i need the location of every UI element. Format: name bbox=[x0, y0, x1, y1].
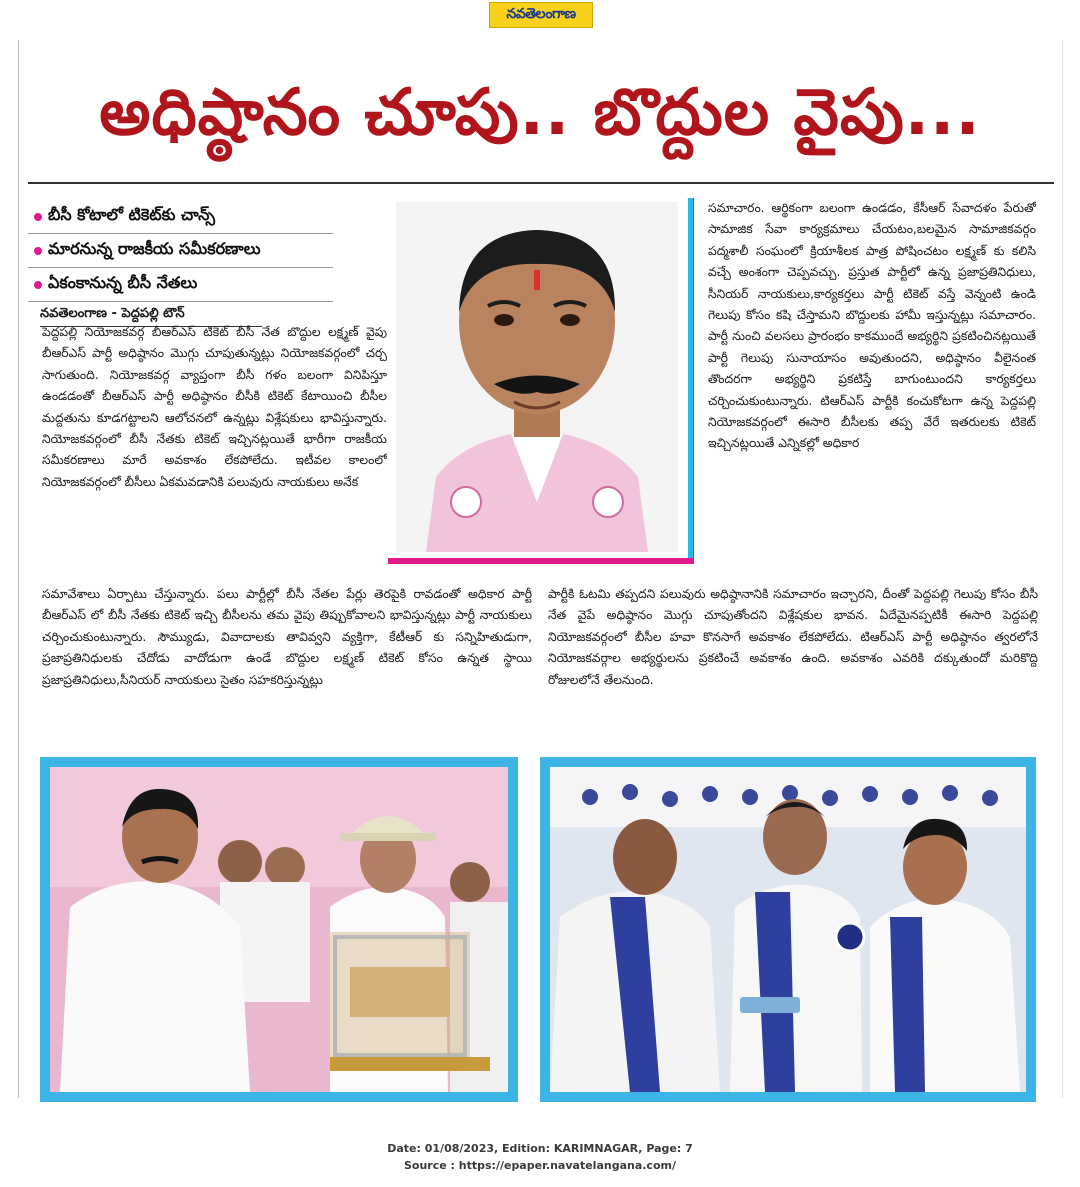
photo-award-illustration bbox=[50, 767, 508, 1092]
portrait-accent-bar bbox=[688, 198, 693, 558]
highlight-text: బీసీ కోటాలో టికెట్‌కు చాన్స్ bbox=[48, 205, 216, 224]
photo-right-frame bbox=[540, 757, 1036, 1102]
highlights-list bbox=[28, 200, 333, 302]
bullet-icon bbox=[34, 281, 42, 289]
bullet-icon bbox=[34, 247, 42, 255]
headline-divider bbox=[28, 182, 1054, 184]
source-url-line: Source : https://epaper.navatelangana.com/ bbox=[404, 1159, 676, 1172]
masthead-name: నవతెలంగాణ bbox=[506, 5, 576, 22]
highlight-text: ఏకంకానున్న బీసీ నేతలు bbox=[48, 273, 198, 292]
photo-meeting-leaders bbox=[550, 767, 1026, 1092]
article-column-left: పెద్దపల్లి నియోజకవర్గ బీఆర్ఎస్ టికెట్ బీసీ నేత బొద్దుల లక్ష్మణ్ వైపు బీఆర్ఎస్ పార్టీ అధిష్ఠానం మొగ్గు చూపుతున్నట్లు నియోజకవర్గంలో చర్చ సాగుతుంది. నియోజకవర్గ వ్యాప్తంగా బీసీ గళం బలంగా వినిపిస్తూ ఉండడంతో బీఆర్ఎస్ పార్టీ అధిష్ఠానం బీసీకి టికెట్ కేటాయించి బీసీల మద్దతును కూడగట్టాలని ఆలోచనలో ఉన్నట్లు విశ్లేషకులు భావిస్తున్నారు. నియోజకవర్గంలో బీసీ నేతకు టికెట్ ఇచ్చినట్లయితే భారీగా రాజకీయ సమీకరణాలు మారే అవకాశం లేకపోలేదు. ఇటీవల కాలంలో నియోజకవర్గంలో బీసీలు ఏకమవడానికి పలువురు నాయకులు అనేక bbox=[42, 325, 387, 489]
article-dateline: నవతెలంగాణ - పెద్దపల్లి టౌన్ bbox=[40, 306, 262, 327]
highlight-item bbox=[28, 268, 333, 302]
highlight-item bbox=[28, 200, 333, 234]
source-footer bbox=[0, 1140, 1080, 1174]
photo-meeting-illustration bbox=[550, 767, 1026, 1092]
highlight-item bbox=[28, 234, 333, 268]
newspaper-masthead-logo bbox=[489, 2, 593, 28]
edition-date-line: Date: 01/08/2023, Edition: KARIMNAGAR, Page: 7 bbox=[387, 1142, 693, 1155]
portrait-illustration bbox=[396, 202, 678, 552]
highlight-text: మారనున్న రాజకీయ సమీకరణాలు bbox=[48, 239, 261, 258]
article-column-bottom-left: సమావేశాలు ఏర్పాటు చేస్తున్నారు. పలు పార్టీల్లో బీసీ నేతల పేర్లు తెరపైకి రావడంతో అధికార పార్టీ బీఆర్ఎస్ లో బీసీ నేతకు టికెట్ ఇచ్చి బీసీలను తమ వైపు తిప్పుకోవాలని భావిస్తున్నట్లు పార్టీ నాయకులు చర్చించుకుంటున్నారు. సౌమ్యుడు, వివాదాలకు తావివ్వని వ్యక్తిగా, కేటీఆర్ కు సన్నిహితుడుగా, ప్రజాప్రతినిధులకు చేదోడు వాదోడుగా ఉండే బొద్దుల లక్ష్మణ్ టికెట్ కోసం ఉన్నత స్థాయి ప్రజాప్రతినిధులు,సీనియర్ నాయకులు సైతం సహకరిస్తున్నట్లు bbox=[42, 587, 532, 687]
article-column-bottom-right: పార్టీకి ఓటమి తప్పదని పలువురు అధిష్ఠానానికి సమాచారం ఇచ్చారని, దీంతో పెద్దపల్లి గెలుపు కోసం బీసీ నేత వైపే అధిష్ఠానం మొగ్గు చూపుతోందని విశ్లేషకుల భావన. ఏదేమైనప్పటికీ ఈసారి పెద్దపల్లి నియోజకవర్గంలో బీసీల హవా కొనసాగే అవకాశం లేకపోలేదు. టిఆర్ఎస్ పార్టీ అధిష్ఠానం త్వరలోనే నియోజకవర్గాల అభ్యర్థులను ప్రకటించే అవకాశం ఉంది. అవకాశం ఎవరికి దక్కుతుందో మరికొద్ది రోజులలోనే తేలనుంది. bbox=[548, 587, 1038, 687]
photo-left-frame bbox=[40, 757, 518, 1102]
article-column-right: సమాచారం. ఆర్థికంగా బలంగా ఉండడం, కేసీఆర్ సేవాదళం పేరుతో సామాజిక సేవా కార్యక్రమాలు చేయటం,బలమైన సామాజికవర్గం పద్మశాలీ సంఘంలో క్రియాశీలక పాత్ర పోషించటం లక్ష్మణ్ కు కలిసి వచ్చే అంశంగా చెప్పవచ్చు. ప్రస్తుత పార్టీలో ఉన్న ప్రజాప్రతినిధులు, సీనియర్ నాయకులు,కార్యకర్తలు పార్టీ టికెట్ వస్తే వెన్నంటి ఉండి గెలుపు కోసం కషి చేస్తామని బొద్దులకు హామీ ఇస్తున్నట్లు సమాచారం. పార్టీ నుంచి వలసలు ప్రారంభం కాకముందే అభ్యర్థిని ప్రకటించినట్లయితే పార్టీ గెలుపు సునాయాసం అవుతుందని, అధిష్ఠానం వీలైనంత తొందరగా అభ్యర్థిని ప్రకటిస్తే బాగుంటుందని కార్యకర్తలు చర్చించుకుంటున్నారు. టిఆర్ఎస్ పార్టీకి కంచుకోటగా ఉన్న పెద్దపల్లి నియోజకవర్గంలో ఈసారి బీసీలకు తప్ప వేరే ఇతరులకు టికెట్ ఇచ్చినట్లయితే ఎన్నికల్లో అధికార bbox=[708, 201, 1036, 451]
photo-award-presentation bbox=[50, 767, 508, 1092]
bullet-icon bbox=[34, 213, 42, 221]
headline: అధిష్ఠానం చూపు.. బొద్దుల వైపు... bbox=[99, 75, 981, 150]
portrait-photo bbox=[396, 202, 678, 552]
